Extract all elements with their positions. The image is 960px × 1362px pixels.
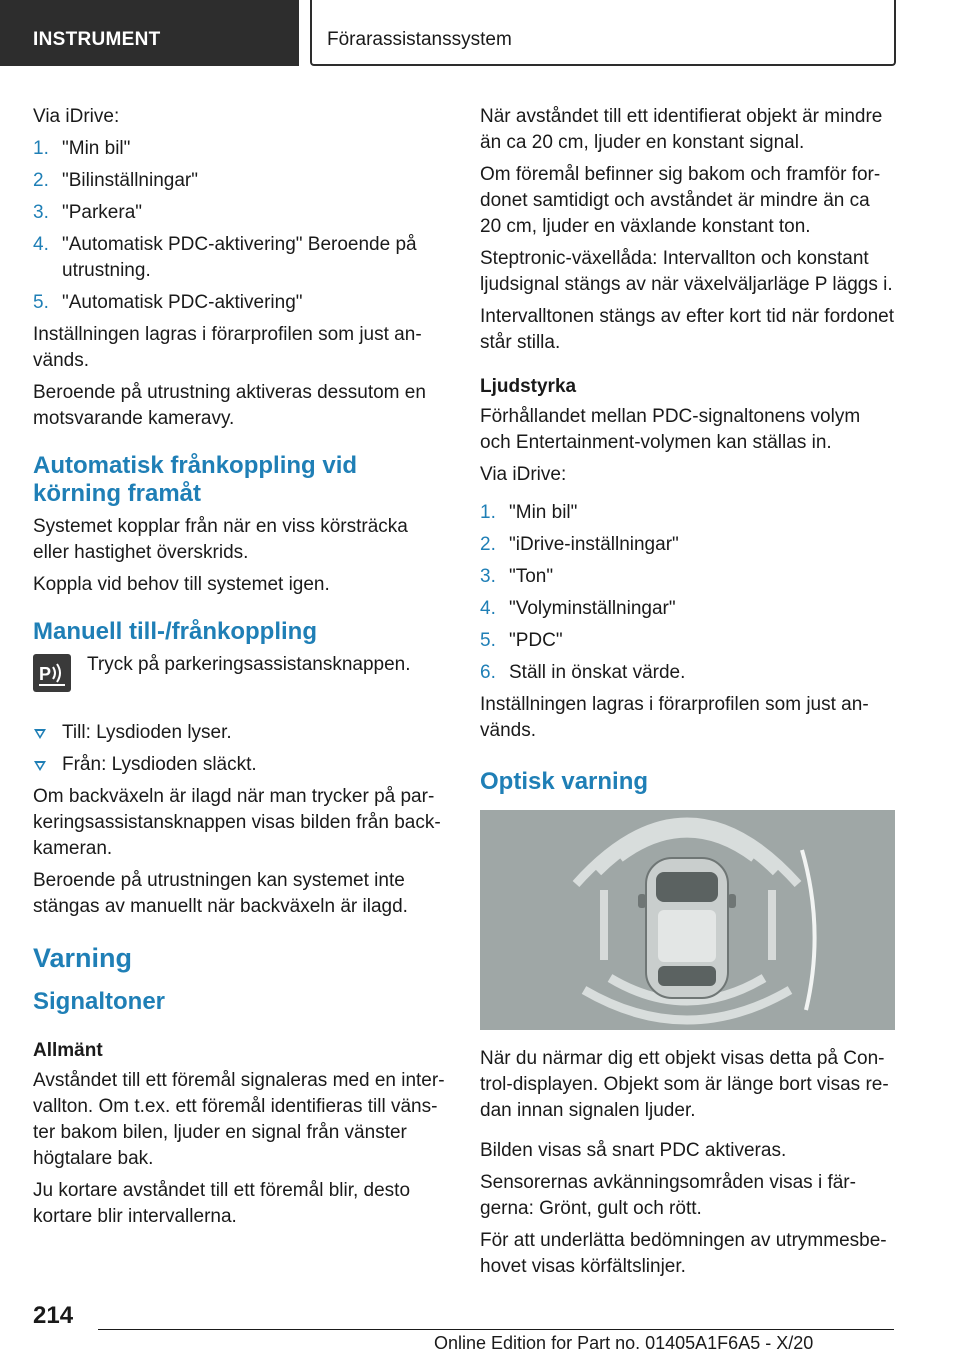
camera-view-text: Beroende på utrustning aktiveras dessutom en motsvarande kameravy. xyxy=(33,382,426,429)
left-column xyxy=(33,104,449,1236)
step-text: Ställ in önskat värde. xyxy=(509,662,686,683)
auto-off-text: Systemet kopplar från när en viss körsträcka eller hastighet överskrids. xyxy=(33,516,408,563)
step-number: 5. xyxy=(480,630,496,651)
step-number: 6. xyxy=(480,662,496,683)
step-number: 2. xyxy=(480,534,496,555)
step-text: "Automatisk PDC-aktivering" Beroende på utrustning. xyxy=(62,234,417,281)
step-number: 3. xyxy=(480,566,496,587)
bullet-text: Till: Lysdioden lyser. xyxy=(62,722,232,743)
list-item xyxy=(480,500,896,526)
list-item xyxy=(33,290,449,316)
chapter-tab xyxy=(310,0,896,66)
general-text: Avståndet till ett föremål signaleras med en intervallton. Om t.ex. ett föremål identifieras till vänster bakom bilen, ljuder en signal från vänster högtalare bak. xyxy=(33,1070,445,1169)
step-text: "PDC" xyxy=(509,630,563,651)
profile-saved-text: Inställningen lagras i förarprofilen som just används. xyxy=(480,694,869,741)
step-number: 2. xyxy=(33,170,49,191)
profile-saved-text: Inställningen lagras i förarprofilen som just används. xyxy=(33,324,422,371)
constant-signal-text: När avståndet till ett identifierat objekt är mindre än ca 20 cm, ljuder en konstant signal. xyxy=(480,106,883,153)
step-text: "Automatisk PDC-aktivering" xyxy=(62,292,303,313)
step-text: "Volyminställningar" xyxy=(509,598,676,619)
list-item xyxy=(33,232,449,284)
list-item xyxy=(33,720,449,746)
triangle-bullet-icon xyxy=(34,729,46,739)
via-idrive-label: Via iDrive: xyxy=(33,106,120,127)
led-status-list xyxy=(33,720,449,778)
step-number: 1. xyxy=(480,502,496,523)
heading-general: Allmänt xyxy=(33,1040,103,1061)
heading-warning: Varning xyxy=(33,943,133,973)
footer-divider xyxy=(98,1329,894,1330)
shown-when-text: Bilden visas så snart PDC aktiveras. xyxy=(480,1140,787,1161)
sensor-colors-text: Sensorernas avkänningsområden visas i färgerna: Grönt, gult och rött. xyxy=(480,1172,856,1219)
step-text: "iDrive-inställningar" xyxy=(509,534,679,555)
step-number: 5. xyxy=(33,292,49,313)
reverse-gear-text: Om backväxeln är ilagd när man trycker på parkeringsassistansknappen visas bilden från backkameran. xyxy=(33,786,441,859)
step-text: "Ton" xyxy=(509,566,554,587)
pdc-button-row xyxy=(33,652,449,708)
heading-auto-off: Automatisk frånkoppling vid körning framåt xyxy=(33,452,358,507)
pdc-display-image xyxy=(480,810,895,1030)
volume-settings-steps xyxy=(480,500,896,686)
list-item xyxy=(33,200,449,226)
display-text: När du närmar dig ett objekt visas detta på Control-displayen. Objekt som är länge bort visas redan innan signalen ljuder. xyxy=(480,1048,889,1121)
heading-volume: Ljudstyrka xyxy=(480,376,577,397)
step-number: 1. xyxy=(33,138,49,159)
pdc-settings-steps xyxy=(33,136,449,316)
edition-text: Online Edition for Part no. 01405A1F6A5 - X/20 xyxy=(434,1333,814,1353)
park-assist-button-icon xyxy=(33,654,71,692)
step-number: 4. xyxy=(480,598,496,619)
step-number: 4. xyxy=(33,234,49,255)
section-title: INSTRUMENT xyxy=(33,29,161,50)
list-item xyxy=(33,168,449,194)
shorter-interval-text: Ju kortare avståndet till ett föremål blir, desto kortare blir intervallerna. xyxy=(33,1180,411,1227)
triangle-bullet-icon xyxy=(34,761,46,771)
list-item xyxy=(480,596,896,622)
lane-lines-text: För att underlätta bedömningen av utrymmesbehovet visas körfältslinjer. xyxy=(480,1230,887,1277)
heading-optical: Optisk varning xyxy=(480,768,649,795)
step-text: "Parkera" xyxy=(62,202,143,223)
section-tab xyxy=(0,0,299,66)
heading-signals: Signaltoner xyxy=(33,988,166,1015)
list-item xyxy=(480,564,896,590)
step-text: "Min bil" xyxy=(62,138,131,159)
list-item xyxy=(33,136,449,162)
via-idrive-label: Via iDrive: xyxy=(480,464,567,485)
stationary-text: Intervalltonen stängs av efter kort tid när fordonet står stilla. xyxy=(480,306,895,353)
heading-manual: Manuell till-/frånkoppling xyxy=(33,618,317,645)
steptronic-text: Steptronic-växellåda: Intervallton och konstant ljudsignal stängs av när växelväljarläge P läggs i. xyxy=(480,248,893,295)
right-column xyxy=(480,104,896,1286)
volume-text: Förhållandet mellan PDC-signaltonens volym och Entertainment-volymen kan ställas in. xyxy=(480,406,861,453)
list-item xyxy=(480,628,896,654)
bullet-text: Från: Lysdioden släckt. xyxy=(62,754,257,775)
alternating-tone-text: Om föremål befinner sig bakom och framför fordonet samtidigt och avståndet är mindre än ca 20 cm, ljuder en växlande konstant ton. xyxy=(480,164,881,237)
list-item xyxy=(33,752,449,778)
svg-text:P: P xyxy=(39,664,52,684)
list-item xyxy=(480,660,896,686)
page-header xyxy=(0,0,960,66)
step-text: "Min bil" xyxy=(509,502,578,523)
step-text: "Bilinställningar" xyxy=(62,170,198,191)
step-number: 3. xyxy=(33,202,49,223)
chapter-title: Förarassistanssystem xyxy=(327,29,512,50)
page-number: 214 xyxy=(33,1302,74,1329)
cannot-disable-text: Beroende på utrustningen kan systemet inte stängas av manuellt när backväxeln är ilagd. xyxy=(33,870,408,917)
reconnect-text: Koppla vid behov till systemet igen. xyxy=(33,574,330,595)
list-item xyxy=(480,532,896,558)
press-button-text: Tryck på parkeringsassistansknappen. xyxy=(87,654,411,675)
car-top-view xyxy=(638,858,736,998)
